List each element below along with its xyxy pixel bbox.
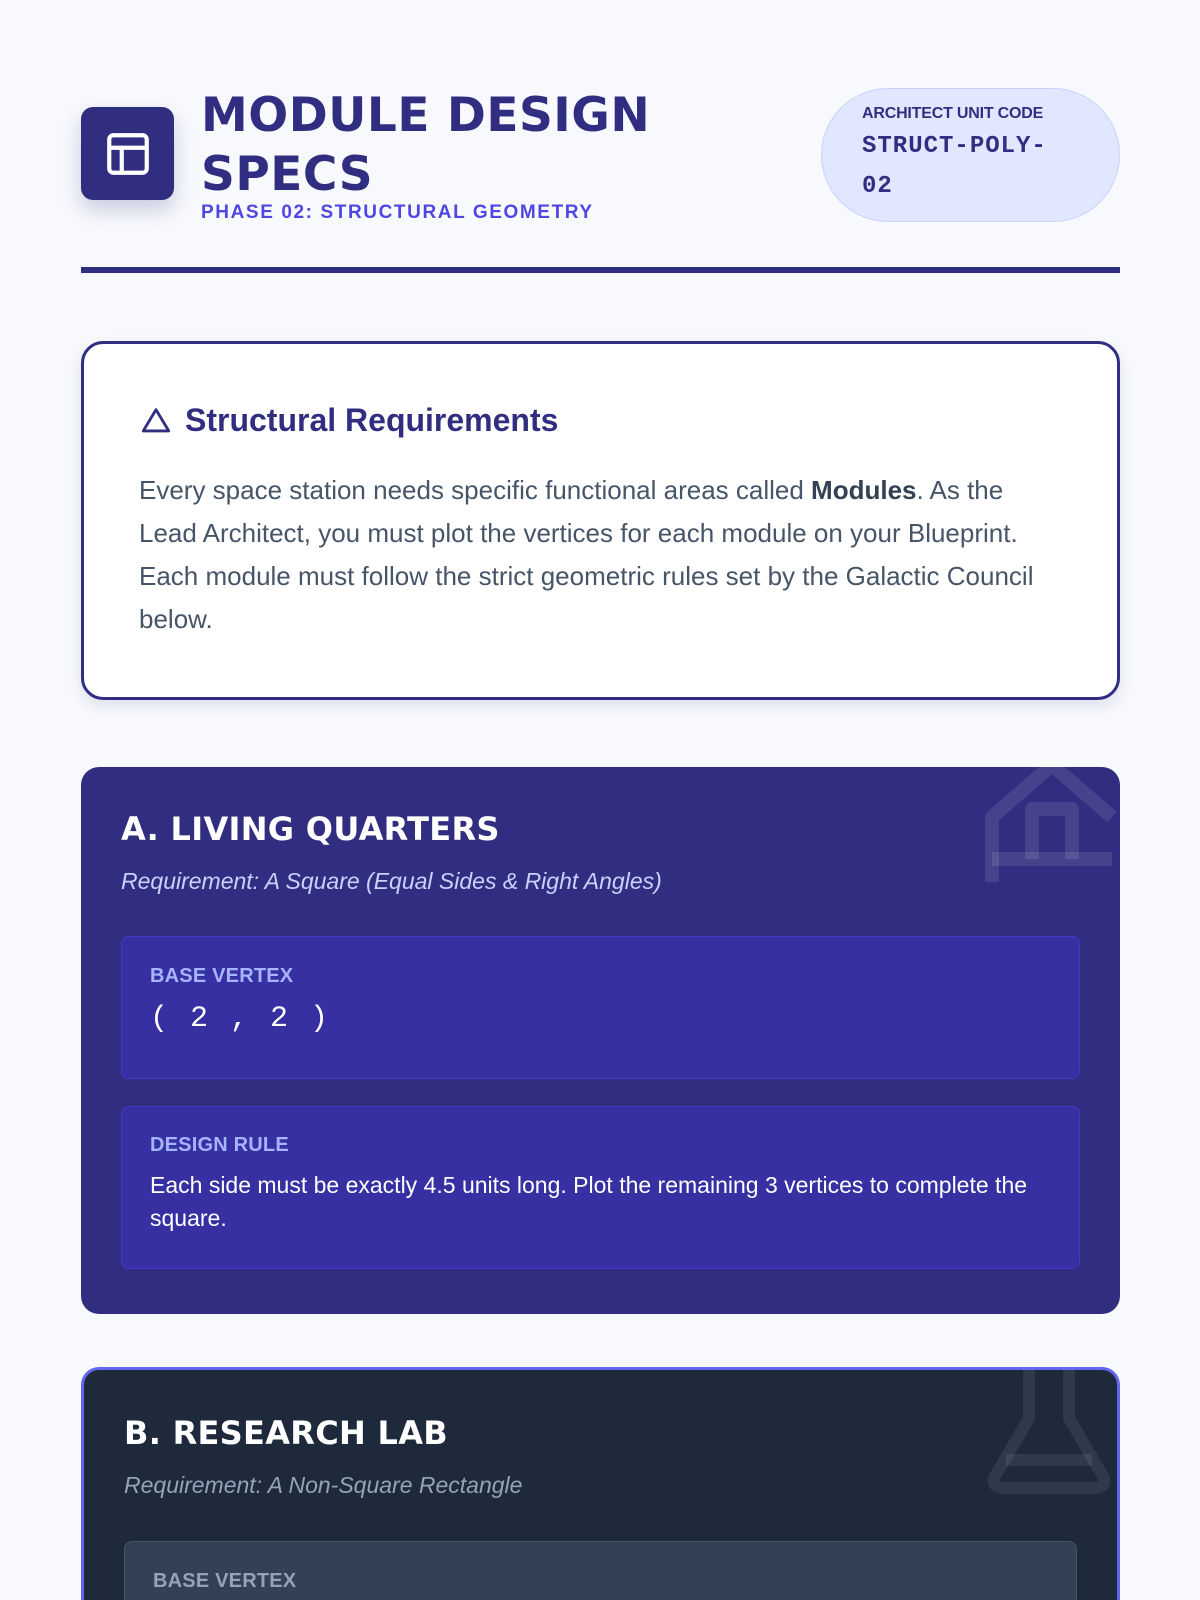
- base-vertex-label: BASE VERTEX: [150, 965, 294, 987]
- requirements-title: Structural Requirements: [185, 402, 559, 438]
- unit-code-value: STRUCT-POLY-02: [862, 133, 1047, 200]
- unit-code-badge: [821, 88, 1120, 222]
- design-rule-text: Each side must be exactly 4.5 units long. Plot the remaining 3 vertices to complete the square.: [150, 1172, 1028, 1231]
- module-requirement: Requirement: A Square (Equal Sides & Right Angles): [121, 868, 662, 894]
- triangle-icon: [139, 404, 173, 438]
- module-title: A. LIVING QUARTERS: [121, 810, 500, 848]
- page-subtitle: PHASE 02: STRUCTURAL GEOMETRY: [201, 202, 594, 223]
- design-rule-label: DESIGN RULE: [150, 1134, 289, 1156]
- home-icon: [984, 767, 1120, 887]
- module-title: B. RESEARCH LAB: [124, 1414, 448, 1452]
- unit-code-label: ARCHITECT UNIT CODE: [862, 105, 1044, 122]
- requirements-heading: [139, 402, 1063, 439]
- base-vertex-box: [121, 936, 1080, 1079]
- base-vertex-box: [124, 1541, 1077, 1600]
- requirements-body-text: Every space station needs specific functional areas called: [139, 475, 812, 505]
- requirements-card: [81, 341, 1120, 700]
- module-card-research-lab: [81, 1367, 1120, 1600]
- page-header: [81, 86, 1120, 222]
- module-requirement: Requirement: A Non-Square Rectangle: [124, 1472, 523, 1498]
- module-card-living-quarters: [81, 767, 1120, 1314]
- base-vertex-value: ( 2 , 2 ): [150, 1002, 331, 1036]
- base-vertex-label: BASE VERTEX: [153, 1570, 297, 1592]
- requirements-body-text-end: . As the Lead Architect, you must plot the vertices for each module on your Blueprint. Each module must follow the strict geometric rules set by the Galactic Council below.: [139, 475, 1034, 634]
- requirements-body-bold: Modules: [811, 475, 917, 505]
- design-rule-box: [121, 1106, 1080, 1269]
- layout-icon: [81, 107, 174, 200]
- header-divider: [81, 267, 1120, 273]
- page-title: MODULE DESIGN SPECS: [201, 88, 651, 202]
- requirements-body: [139, 469, 1063, 641]
- flask-icon: [984, 1367, 1114, 1500]
